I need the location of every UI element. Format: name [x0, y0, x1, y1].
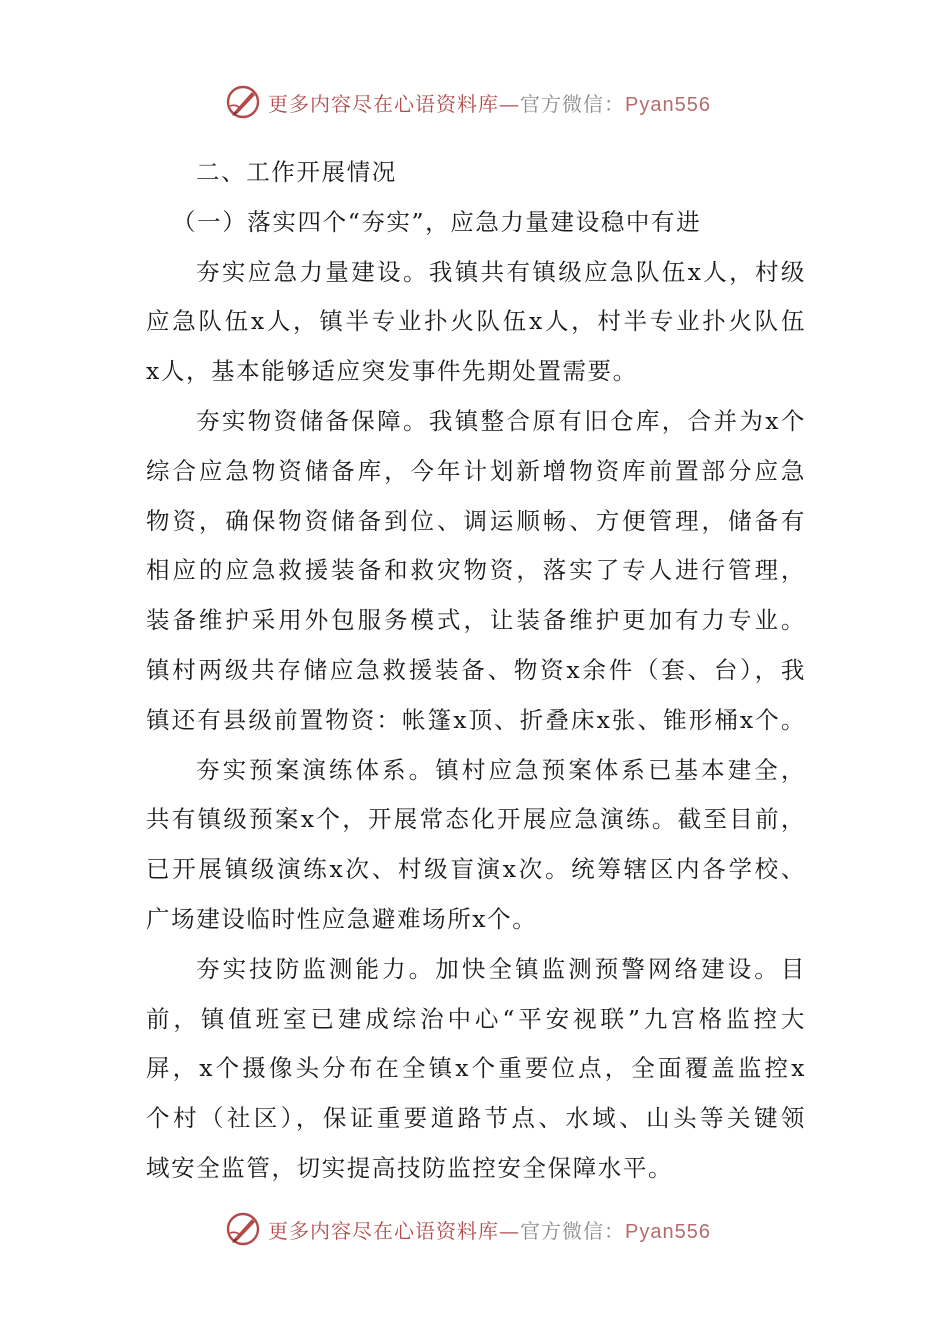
- paragraph-line: 夯实预案演练体系。镇村应急预案体系已基本建全，: [196, 755, 806, 784]
- watermark-banner-top: [226, 80, 746, 124]
- paragraph-line: 域安全监管，切实提高技防监控安全保障水平。: [146, 1153, 674, 1182]
- paragraph-line: 广场建设临时性应急避难场所x个。: [146, 904, 538, 933]
- paragraph-line: 物资，确保物资储备到位、调运顺畅、方便管理，储备有: [146, 506, 806, 535]
- paragraph-line: 应急队伍x人，镇半专业扑火队伍x人，村半专业扑火队伍: [146, 307, 806, 336]
- paragraph-line: 夯实物资储备保障。我镇整合原有旧仓库，合并为x个: [196, 406, 806, 435]
- paragraph-line: 装备维护采用外包服务模式，让装备维护更加有力专业。: [146, 606, 806, 635]
- paragraph-line: 综合应急物资储备库，今年计划新增物资库前置部分应急: [146, 456, 806, 485]
- paragraph-line: x人，基本能够适应突发事件先期处置需要。: [146, 357, 638, 386]
- quill-pen-icon: [226, 1211, 262, 1247]
- section-subheading: （一）落实四个“夯实”，应急力量建设稳中有进: [172, 207, 702, 236]
- paragraph-line: 共有镇级预案x个，开展常态化开展应急演练。截至目前，: [146, 805, 806, 834]
- paragraph-line: 镇村两级共存储应急救援装备、物资x余件（套、台），我: [146, 655, 806, 684]
- watermark-text: 更多内容尽在心语资料库—官方微信：Pyan556: [268, 1218, 711, 1243]
- paragraph-line: 夯实技防监测能力。加快全镇监测预警网络建设。目: [196, 954, 806, 983]
- paragraph-line: 前，镇值班室已建成综治中心“平安视联”九宫格监控大: [146, 1004, 806, 1033]
- quill-pen-icon: [226, 84, 262, 120]
- section-heading: 二、工作开展情况: [196, 158, 397, 186]
- document-body: [146, 148, 806, 1194]
- watermark-banner-bottom: [226, 1207, 746, 1251]
- paragraph-line: 已开展镇级演练x次、村级盲演x次。统筹辖区内各学校、: [146, 855, 806, 884]
- paragraph-line: 屏，x个摄像头分布在全镇x个重要位点，全面覆盖监控x: [146, 1054, 806, 1083]
- paragraph-line: 个村（社区），保证重要道路节点、水域、山头等关键领: [146, 1104, 806, 1133]
- paragraph-line: 相应的应急救援装备和救灾物资，落实了专人进行管理，: [146, 556, 806, 585]
- paragraph-line: 镇还有县级前置物资：帐篷x顶、折叠床x张、锥形桶x个。: [146, 705, 806, 734]
- watermark-text: 更多内容尽在心语资料库—官方微信：Pyan556: [268, 91, 711, 116]
- paragraph-line: 夯实应急力量建设。我镇共有镇级应急队伍x人，村级: [196, 257, 806, 286]
